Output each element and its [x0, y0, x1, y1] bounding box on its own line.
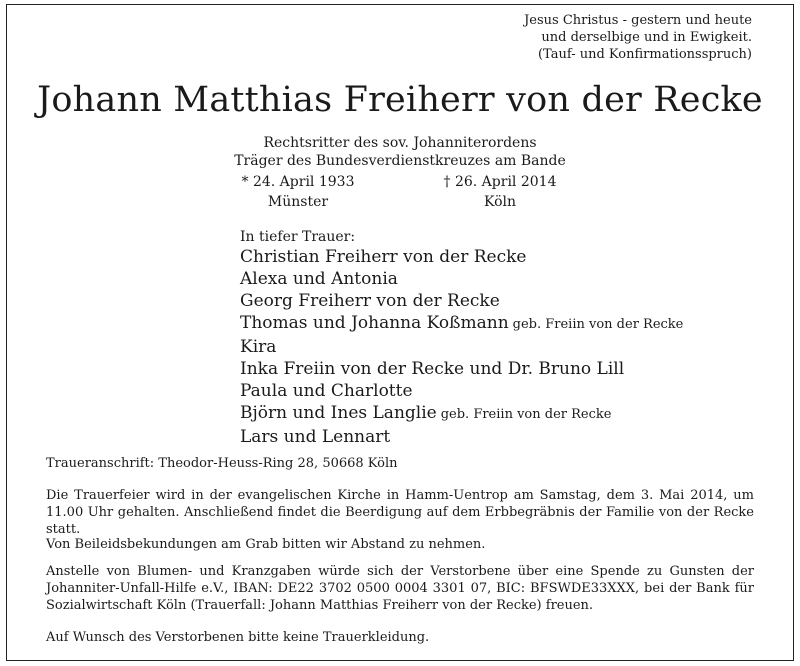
bible-verse	[492, 12, 752, 63]
mourner-name: Thomas und Johanna Koßmann	[240, 313, 509, 333]
mourner-name: Paula und Charlotte	[240, 381, 413, 401]
funeral-service-info: Die Trauerfeier wird in der evangelischen Kirche in Hamm-Uentrop am Samstag, dem 3. Mai 2014, um 11.00 Uhr gehalten. Anschließend findet die Beerdigung auf dem Erbbegräbnis der Familie von der Recke statt.	[46, 488, 754, 537]
mourner-row	[240, 358, 683, 380]
mourner-row	[240, 290, 683, 312]
mourning-address: Traueranschrift: Theodor-Heuss-Ring 28, 50668 Köln	[46, 456, 398, 471]
mourner-row	[240, 246, 683, 268]
mourner-name: Alexa und Antonia	[240, 269, 398, 289]
honors	[0, 134, 800, 170]
verse-source: (Tauf- und Konfirmationsspruch)	[537, 47, 752, 62]
mourner-name: Lars und Lennart	[240, 427, 391, 447]
mourner-note: geb. Freiin von der Recke	[512, 317, 684, 332]
deceased-name: Johann Matthias Freiherr von der Recke	[37, 80, 763, 120]
birth-place: Münster	[267, 194, 329, 210]
verse-line: und derselbige und in Ewigkeit.	[541, 30, 752, 45]
mourner-row	[240, 380, 683, 402]
mourner-row	[240, 268, 683, 290]
death-date: † 26. April 2014	[443, 174, 557, 190]
mourner-name: Björn und Ines Langlie	[240, 403, 437, 423]
mourner-note: geb. Freiin von der Recke	[440, 407, 612, 422]
honor-line: Träger des Bundesverdienstkreuzes am Bande	[234, 153, 566, 169]
mourner-row	[240, 402, 683, 426]
mourner-name: Kira	[240, 337, 277, 357]
mourner-row	[240, 426, 683, 448]
condolence-request: Von Beileidsbekundungen am Grab bitten wir Abstand zu nehmen.	[46, 537, 486, 552]
mourner-row	[240, 312, 683, 336]
birth-info	[238, 172, 358, 212]
mourner-name: Inka Freiin von der Recke und Dr. Bruno Lill	[240, 359, 625, 379]
donation-request: Anstelle von Blumen- und Kranzgaben würde sich der Verstorbene über eine Spende zu Gunsten der Johanniter-Unfall-Hilfe e.V., IBAN: DE22 3702 0500 0004 3301 07, BIC: BFSWDE33XXX, bei der Bank für Sozialwirtschaft Köln (Trauerfall: Johann Matthias Freiherr von der Recke) freuen.	[46, 564, 754, 613]
mourner-name: Christian Freiherr von der Recke	[240, 247, 527, 267]
mourners-list	[240, 229, 683, 448]
mourner-row	[240, 336, 683, 358]
death-place: Köln	[483, 194, 516, 210]
honor-line: Rechtsritter des sov. Johanniterordens	[263, 135, 537, 151]
clothing-request: Auf Wunsch des Verstorbenen bitte keine Trauerkleidung.	[46, 630, 430, 645]
death-info	[440, 172, 560, 212]
verse-line: Jesus Christus - gestern und heute	[524, 13, 752, 28]
birth-date: * 24. April 1933	[241, 174, 355, 190]
mourner-name: Georg Freiherr von der Recke	[240, 291, 500, 311]
mourners-intro: In tiefer Trauer:	[240, 229, 356, 245]
